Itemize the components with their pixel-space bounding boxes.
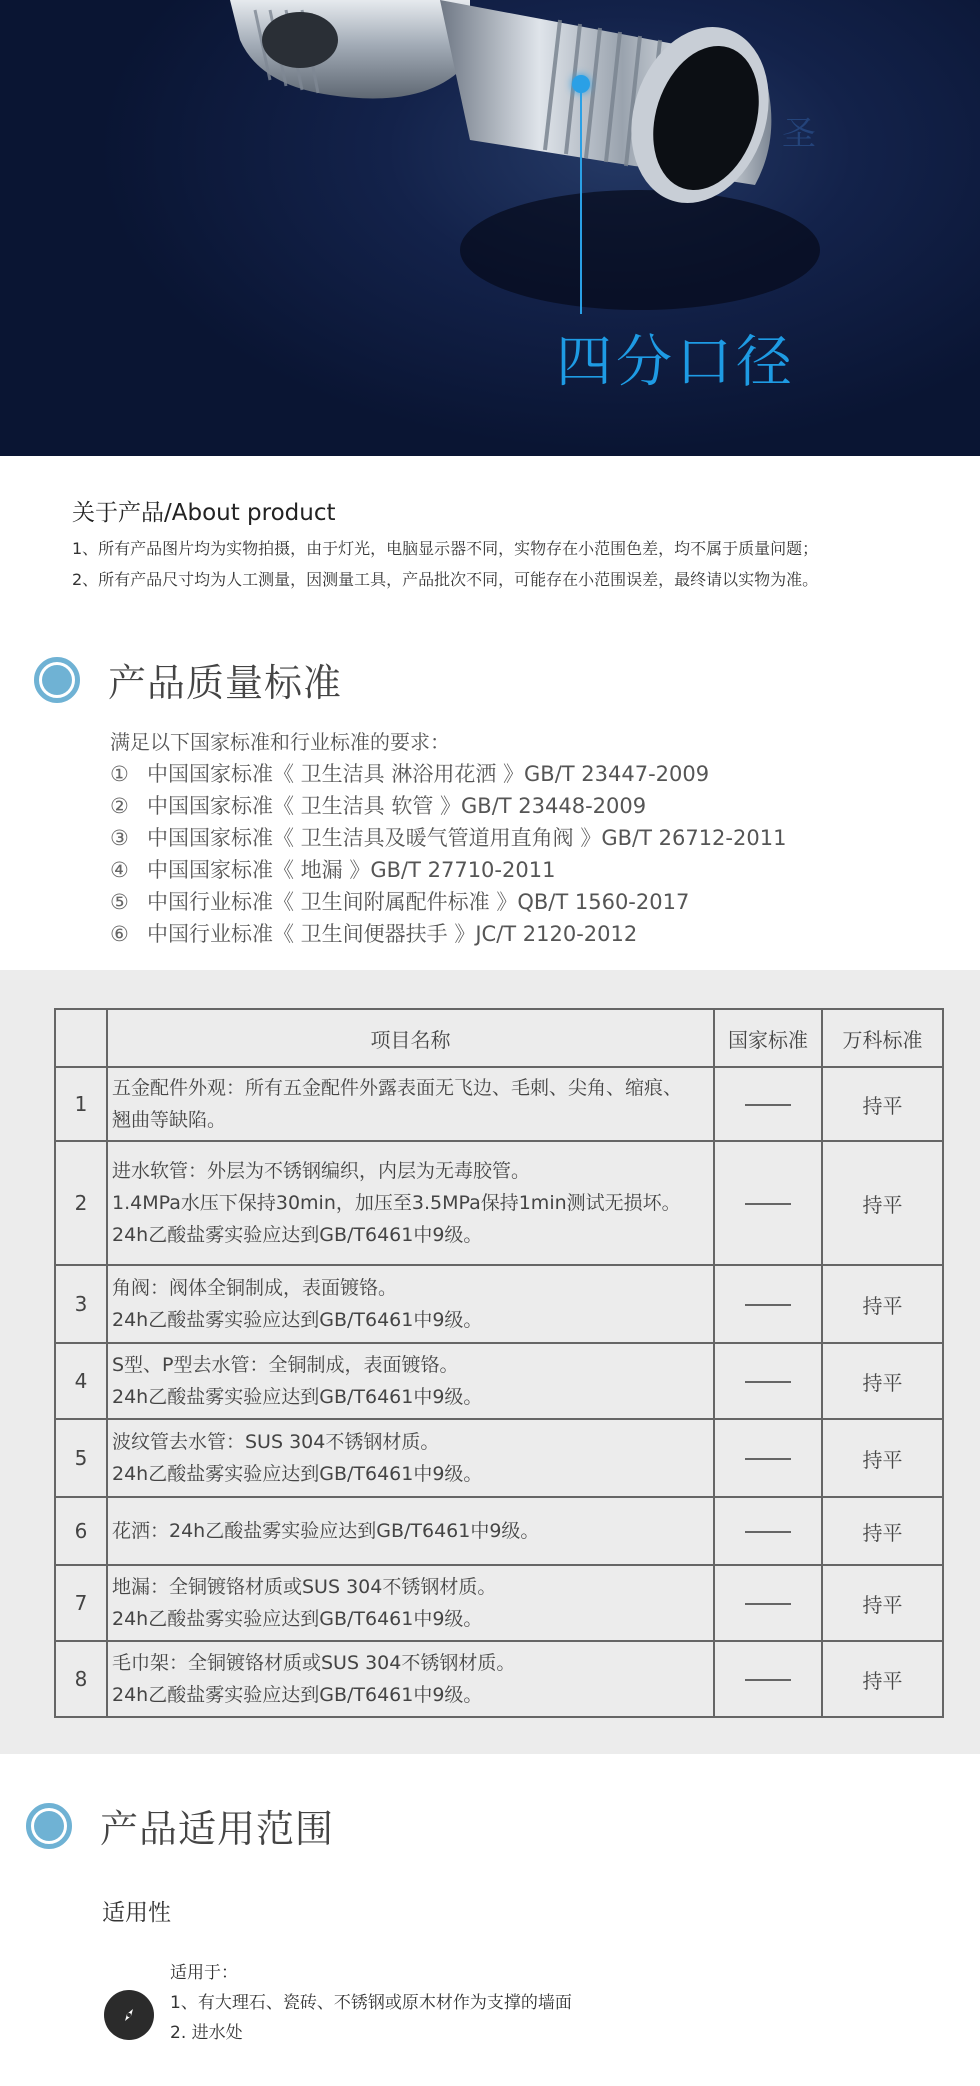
standard-item: [110, 758, 930, 790]
standard-item: [110, 822, 930, 854]
desc-line: 角阀：阀体全铜制成，表面镀铬。: [112, 1277, 398, 1299]
applies-to-list: [170, 1958, 572, 2048]
row-national: [714, 1565, 822, 1641]
standard-text: 中国行业标准《 卫生间附属配件标准 》QB/T 1560-2017: [147, 890, 690, 914]
desc-line: 五金配件外观：所有五金配件外露表面无飞边、毛刺、尖角、缩痕、: [112, 1077, 683, 1099]
table-row: [55, 1343, 943, 1419]
dash-mark: [745, 1531, 791, 1533]
table-header-row: [55, 1009, 943, 1067]
row-national: [714, 1067, 822, 1141]
ring-bullet-icon: [34, 657, 80, 703]
standard-text: 中国国家标准《 地漏 》GB/T 27710-2011: [147, 858, 556, 882]
desc-line: 毛巾架：全铜镀铬材质或SUS 304不锈钢材质。: [112, 1652, 516, 1674]
desc-line: 24h乙酸盐雾实验应达到GB/T6461中9级。: [112, 1386, 483, 1408]
row-national: [714, 1641, 822, 1717]
row-national: [714, 1265, 822, 1343]
header-item-name: 项目名称: [107, 1009, 714, 1067]
dash-mark: [745, 1304, 791, 1306]
row-national: [714, 1419, 822, 1497]
row-description: [107, 1419, 714, 1497]
dash-mark: [745, 1458, 791, 1460]
row-national: [714, 1497, 822, 1565]
row-index: 4: [55, 1343, 107, 1419]
table-row: [55, 1265, 943, 1343]
row-vanke: 持平: [822, 1419, 943, 1497]
standard-item: [110, 918, 930, 950]
dash-mark: [745, 1203, 791, 1205]
desc-line: 翘曲等缺陷。: [112, 1109, 227, 1131]
standard-item: [110, 886, 930, 918]
about-line: 1、所有产品图片均为实物拍摄，由于灯光，电脑显示器不同，实物存在小范围色差，均不属于质量问题；: [72, 539, 819, 558]
dash-mark: [745, 1381, 791, 1383]
desc-line: 24h乙酸盐雾实验应达到GB/T6461中9级。: [112, 1224, 483, 1246]
desc-line: 花洒：24h乙酸盐雾实验应达到GB/T6461中9级。: [112, 1520, 540, 1542]
application-heading-title: 产品适用范围: [100, 1807, 335, 1851]
row-vanke: 持平: [822, 1565, 943, 1641]
desc-line: 地漏：全铜镀铬材质或SUS 304不锈钢材质。: [112, 1576, 497, 1598]
applies-item: 2. 进水处: [170, 2023, 243, 2043]
row-description: [107, 1343, 714, 1419]
row-national: [714, 1141, 822, 1265]
desc-line: 进水软管：外层为不锈钢编织，内层为无毒胶管。: [112, 1160, 531, 1182]
row-description: [107, 1265, 714, 1343]
row-vanke: 持平: [822, 1265, 943, 1343]
compass-icon: [104, 1990, 154, 2040]
standard-num: ②: [110, 794, 129, 818]
dash-mark: [745, 1104, 791, 1106]
desc-line: 波纹管去水管：SUS 304不锈钢材质。: [112, 1431, 440, 1453]
row-index: 2: [55, 1141, 107, 1265]
row-description: [107, 1141, 714, 1265]
desc-line: 24h乙酸盐雾实验应达到GB/T6461中9级。: [112, 1463, 483, 1485]
table-row: [55, 1141, 943, 1265]
quality-heading-title: 产品质量标准: [108, 661, 343, 705]
applicability-subheading: 适用性: [102, 1900, 171, 1926]
standard-num: ③: [110, 826, 129, 850]
standard-text: 中国行业标准《 卫生间便器扶手 》JC/T 2120-2012: [147, 922, 638, 946]
desc-line: 24h乙酸盐雾实验应达到GB/T6461中9级。: [112, 1309, 483, 1331]
header-vanke-standard: 万科标准: [822, 1009, 943, 1067]
standard-text: 中国国家标准《 卫生洁具及暖气管道用直角阀 》GB/T 26712-2011: [147, 826, 787, 850]
dash-mark: [745, 1603, 791, 1605]
callout-dot: [572, 75, 590, 93]
row-vanke: 持平: [822, 1067, 943, 1141]
table-row: [55, 1565, 943, 1641]
ring-bullet-icon: [26, 1803, 72, 1849]
standard-num: ④: [110, 858, 129, 882]
row-index: 8: [55, 1641, 107, 1717]
applies-item: 1、有大理石、瓷砖、不锈钢或原木材作为支撑的墙面: [170, 1993, 572, 2013]
standards-intro: 满足以下国家标准和行业标准的要求：: [110, 730, 450, 754]
table-row: [55, 1641, 943, 1717]
standard-text: 中国国家标准《 卫生洁具 淋浴用花洒 》GB/T 23447-2009: [147, 762, 710, 786]
standard-num: ①: [110, 762, 129, 786]
standards-list: [110, 726, 930, 950]
row-national: [714, 1343, 822, 1419]
header-index: [55, 1009, 107, 1067]
row-vanke: 持平: [822, 1497, 943, 1565]
table-row: [55, 1497, 943, 1565]
product-hero-image: [0, 0, 980, 456]
application-heading: [26, 1798, 334, 1853]
desc-line: 24h乙酸盐雾实验应达到GB/T6461中9级。: [112, 1608, 483, 1630]
standard-item: [110, 854, 930, 886]
callout-line: [580, 84, 582, 314]
standard-item: [110, 790, 930, 822]
row-index: 7: [55, 1565, 107, 1641]
row-index: 5: [55, 1419, 107, 1497]
standard-num: ⑥: [110, 922, 129, 946]
row-index: 3: [55, 1265, 107, 1343]
desc-line: S型、P型去水管：全铜制成，表面镀铬。: [112, 1354, 459, 1376]
quality-heading: [34, 652, 342, 707]
row-vanke: 持平: [822, 1641, 943, 1717]
standard-num: ⑤: [110, 890, 129, 914]
header-national-standard: 国家标准: [714, 1009, 822, 1067]
brass-fitting-illustration: [0, 0, 980, 456]
row-index: 6: [55, 1497, 107, 1565]
row-index: 1: [55, 1067, 107, 1141]
row-vanke: 持平: [822, 1343, 943, 1419]
about-product: [72, 494, 952, 595]
dash-mark: [745, 1679, 791, 1681]
applies-label: 适用于：: [170, 1963, 238, 1983]
spec-table: [54, 1008, 944, 1718]
about-title: 关于产品/About product: [72, 500, 336, 526]
row-description: [107, 1641, 714, 1717]
row-description: [107, 1565, 714, 1641]
table-row: [55, 1419, 943, 1497]
row-vanke: 持平: [822, 1141, 943, 1265]
about-line: 2、所有产品尺寸均为人工测量，因测量工具，产品批次不同，可能存在小范围误差，最终请以实物为准。: [72, 570, 819, 589]
row-description: [107, 1497, 714, 1565]
row-description: [107, 1067, 714, 1141]
desc-line: 24h乙酸盐雾实验应达到GB/T6461中9级。: [112, 1684, 483, 1706]
desc-line: 1.4MPa水压下保持30min，加压至3.5MPa保持1min测试无损坏。: [112, 1192, 681, 1214]
ghost-watermark-glyph: 圣: [782, 114, 816, 154]
standard-text: 中国国家标准《 卫生洁具 软管 》GB/T 23448-2009: [147, 794, 647, 818]
table-row: [55, 1067, 943, 1141]
hero-caption: 四分口径: [556, 330, 796, 395]
